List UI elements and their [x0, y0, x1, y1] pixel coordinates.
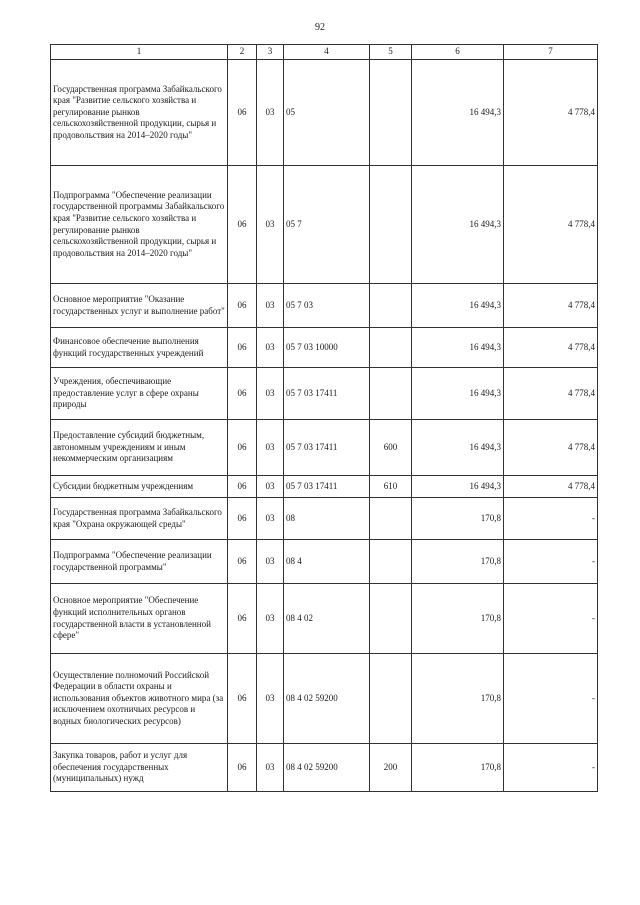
row-subsection: 03: [257, 498, 284, 540]
row-amount-2: 4 778,4: [504, 476, 598, 498]
column-header: 5: [370, 45, 412, 60]
row-target-code: 05 7 03 10000: [284, 328, 370, 368]
column-header: 7: [504, 45, 598, 60]
row-subsection: 03: [257, 328, 284, 368]
row-expense-type: [370, 584, 412, 654]
row-amount-2: 4 778,4: [504, 420, 598, 476]
table-row: [51, 328, 598, 368]
table-row: [51, 498, 598, 540]
row-amount-2: -: [504, 498, 598, 540]
row-expense-type: [370, 328, 412, 368]
row-name: Закупка товаров, работ и услуг для обеспечения государственных (муниципальных) нужд: [51, 744, 228, 792]
row-name: Финансовое обеспечение выполнения функций государственных учреждений: [51, 328, 228, 368]
table-row: [51, 540, 598, 584]
table-row: [51, 744, 598, 792]
row-amount-2: 4 778,4: [504, 328, 598, 368]
row-section: 06: [228, 498, 257, 540]
row-name: Подпрограмма "Обеспечение реализации государственной программы Забайкальского края "Развитие сельского хозяйства и регулирование рынков сельскохозяйственной продукции, сырья и продовольствия на 2014–2020 годы": [51, 166, 228, 284]
row-name: Подпрограмма "Обеспечение реализации государственной программы": [51, 540, 228, 584]
row-amount-1: 170,8: [412, 584, 504, 654]
row-name: Предоставление субсидий бюджетным, автономным учреждениям и иным некоммерческим организациям: [51, 420, 228, 476]
row-subsection: 03: [257, 540, 284, 584]
row-amount-1: 16 494,3: [412, 166, 504, 284]
row-expense-type: [370, 284, 412, 328]
row-section: 06: [228, 584, 257, 654]
row-section: 06: [228, 368, 257, 420]
row-expense-type: [370, 654, 412, 744]
row-subsection: 03: [257, 166, 284, 284]
row-target-code: 08 4: [284, 540, 370, 584]
row-target-code: 08 4 02 59200: [284, 744, 370, 792]
row-subsection: 03: [257, 420, 284, 476]
row-amount-1: 170,8: [412, 540, 504, 584]
column-header: 4: [284, 45, 370, 60]
row-target-code: 05: [284, 60, 370, 166]
row-amount-1: 170,8: [412, 498, 504, 540]
row-expense-type: 200: [370, 744, 412, 792]
row-target-code: 08 4 02 59200: [284, 654, 370, 744]
row-section: 06: [228, 744, 257, 792]
column-header: 2: [228, 45, 257, 60]
table-row: [51, 284, 598, 328]
column-header: 3: [257, 45, 284, 60]
row-name: Государственная программа Забайкальского края "Охрана окружающей среды": [51, 498, 228, 540]
row-subsection: 03: [257, 476, 284, 498]
row-section: 06: [228, 166, 257, 284]
table-row: [51, 420, 598, 476]
table-header-row: [51, 45, 598, 60]
row-name: Основное мероприятие "Оказание государственных услуг и выполнение работ": [51, 284, 228, 328]
row-name: Субсидии бюджетным учреждениям: [51, 476, 228, 498]
row-name: Учреждения, обеспечивающие предоставление услуг в сфере охраны природы: [51, 368, 228, 420]
row-amount-1: 16 494,3: [412, 328, 504, 368]
row-amount-1: 170,8: [412, 744, 504, 792]
page-number: 92: [315, 22, 325, 33]
row-target-code: 08 4 02: [284, 584, 370, 654]
row-amount-1: 16 494,3: [412, 284, 504, 328]
table-row: [51, 166, 598, 284]
row-target-code: 05 7 03 17411: [284, 420, 370, 476]
table-row: [51, 60, 598, 166]
row-amount-1: 16 494,3: [412, 476, 504, 498]
row-section: 06: [228, 60, 257, 166]
row-amount-1: 16 494,3: [412, 60, 504, 166]
row-expense-type: 600: [370, 420, 412, 476]
row-expense-type: 610: [370, 476, 412, 498]
row-amount-2: -: [504, 654, 598, 744]
table-row: [51, 368, 598, 420]
table-row: [51, 654, 598, 744]
row-section: 06: [228, 328, 257, 368]
row-section: 06: [228, 540, 257, 584]
row-amount-2: -: [504, 540, 598, 584]
row-amount-2: -: [504, 584, 598, 654]
row-amount-1: 170,8: [412, 654, 504, 744]
row-section: 06: [228, 284, 257, 328]
row-expense-type: [370, 60, 412, 166]
row-section: 06: [228, 420, 257, 476]
table-row: [51, 584, 598, 654]
row-expense-type: [370, 166, 412, 284]
column-header: 6: [412, 45, 504, 60]
row-name: Государственная программа Забайкальского края "Развитие сельского хозяйства и регулирование рынков сельскохозяйственной продукции, сырья и продовольствия на 2014–2020 годы": [51, 60, 228, 166]
row-section: 06: [228, 476, 257, 498]
row-amount-2: 4 778,4: [504, 368, 598, 420]
row-subsection: 03: [257, 284, 284, 328]
row-target-code: 05 7 03 17411: [284, 368, 370, 420]
row-amount-2: 4 778,4: [504, 166, 598, 284]
row-subsection: 03: [257, 654, 284, 744]
row-amount-2: 4 778,4: [504, 60, 598, 166]
row-amount-2: 4 778,4: [504, 284, 598, 328]
row-target-code: 05 7 03: [284, 284, 370, 328]
column-header: 1: [51, 45, 228, 60]
row-expense-type: [370, 368, 412, 420]
budget-table: [50, 44, 598, 792]
row-target-code: 05 7: [284, 166, 370, 284]
row-section: 06: [228, 654, 257, 744]
row-name: Основное мероприятие "Обеспечение функций исполнительных органов государственной власти в установленной сфере": [51, 584, 228, 654]
row-subsection: 03: [257, 584, 284, 654]
row-amount-1: 16 494,3: [412, 368, 504, 420]
row-target-code: 05 7 03 17411: [284, 476, 370, 498]
row-subsection: 03: [257, 744, 284, 792]
row-amount-1: 16 494,3: [412, 420, 504, 476]
row-amount-2: -: [504, 744, 598, 792]
row-expense-type: [370, 498, 412, 540]
row-subsection: 03: [257, 60, 284, 166]
table-row: [51, 476, 598, 498]
row-subsection: 03: [257, 368, 284, 420]
row-expense-type: [370, 540, 412, 584]
row-target-code: 08: [284, 498, 370, 540]
row-name: Осуществление полномочий Российской Федерации в области охраны и использования объектов животного мира (за исключением охотничьих ресурсов и водных биологических ресурсов): [51, 654, 228, 744]
